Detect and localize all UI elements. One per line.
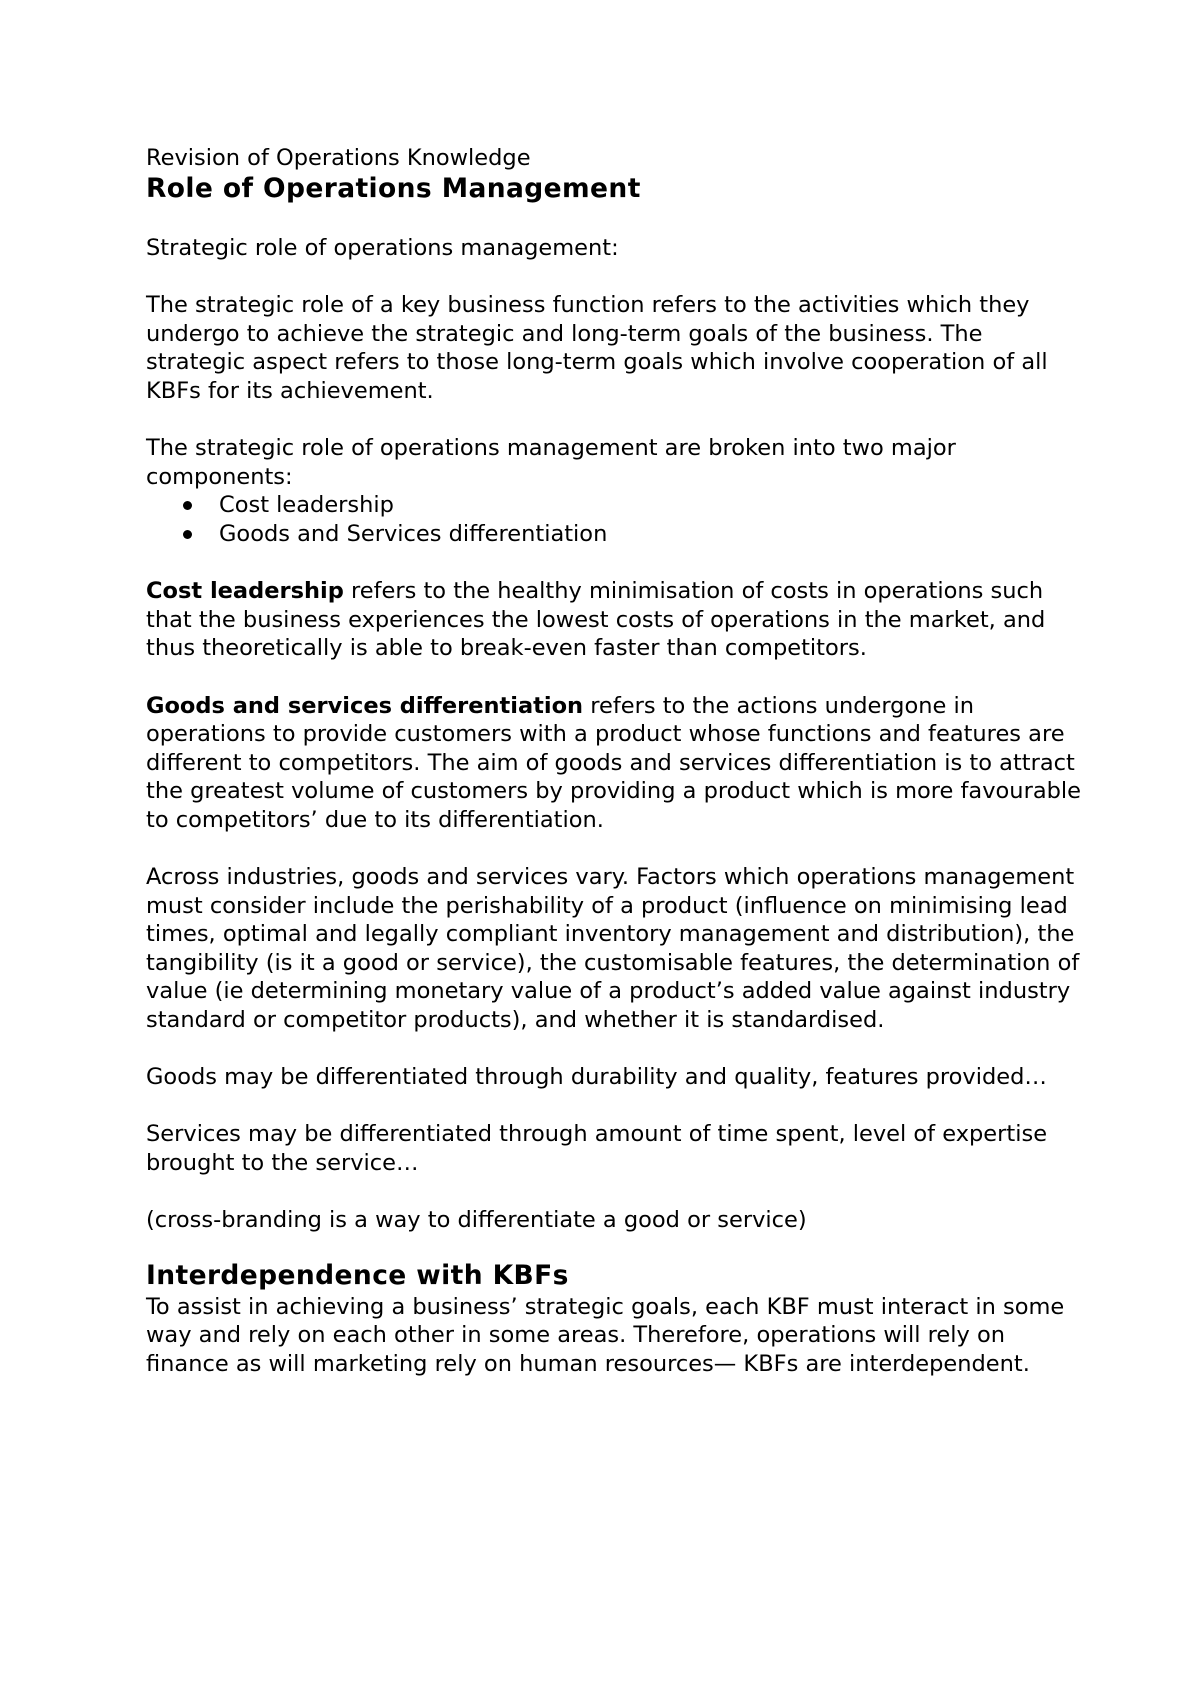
document-subtitle: Revision of Operations Knowledge [146,145,531,171]
goods-differentiation-paragraph: Goods may be differentiated through durability and quality, features provided… [146,1064,1047,1091]
cost-leadership-paragraph [146,577,1086,663]
cross-branding-note: (cross-branding is a way to differentiate a good or service) [146,1207,807,1234]
list-item [146,520,1086,549]
bullet-icon [183,501,192,510]
industries-paragraph: Across industries, goods and services vary. Factors which operations management must consider include the perishability of a product (influence on minimising lead times, optimal and legally compliant inventory management and distribution), the tangibility (is it a good or service), the customisable features, the determination of value (ie determining monetary value of a product’s added value against industry standard or competitor products), and whether it is standardised. [146,864,1080,1034]
components-list [146,491,1086,548]
cost-leadership-definition: refers to the healthy minimisation of costs in operations such that the business experiences the lowest costs of operations in the market, and thus theoretically is able to break-even faster than competitors. [146,578,1046,662]
components-intro-paragraph: The strategic role of operations management are broken into two major components: [146,435,956,490]
differentiation-paragraph [146,692,1086,835]
strategic-role-heading: Strategic role of operations management: [146,235,619,261]
services-differentiation-paragraph: Services may be differentiated through amount of time spent, level of expertise brought to the service… [146,1121,1048,1176]
differentiation-term: Goods and services differentiation [146,692,584,719]
differentiation-definition: refers to the actions undergone in operations to provide customers with a product whose functions and features are different to competitors. The aim of goods and services differentiation is to attract the greatest volume of customers by providing a product which is more favourable to competitors’ due to its differentiation. [146,692,1081,833]
list-item-label: Cost leadership [219,492,394,519]
interdependence-heading: Interdependence with KBFs [146,1259,569,1291]
strategic-role-paragraph: The strategic role of a key business function refers to the activities which they undergo to achieve the strategic and long-term goals of the business. The strategic aspect refers to those long-term goals which involve cooperation of all KBFs for its achievement. [146,292,1048,404]
cost-leadership-term: Cost leadership [146,578,344,605]
interdependence-paragraph: To assist in achieving a business’ strategic goals, each KBF must interact in some way and rely on each other in some areas. Therefore, operations will rely on finance as will marketing rely on human resources— KBFs are interdependent. [146,1293,1065,1377]
bullet-icon [183,530,192,539]
list-item-label: Goods and Services differentiation [219,520,608,547]
document-body [146,144,1086,1379]
document-title: Role of Operations Management [146,173,641,204]
list-item [146,491,1086,520]
